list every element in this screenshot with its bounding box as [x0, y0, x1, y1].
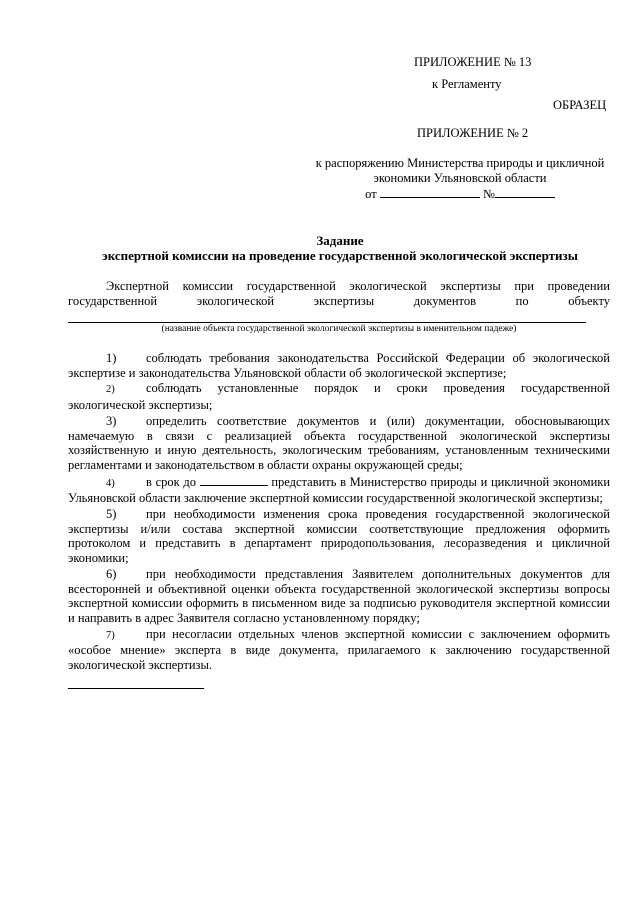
- item-text: соблюдать установленные порядок и сроки проведения государственной экологической экспертизы;: [68, 381, 610, 413]
- item-text: при необходимости представления Заявителем дополнительных документов для всесторонней и объективной оценки объекта государственной экологической экспертизы вопросы экспертной комиссии оформить в письменном виде за подписью руководителя экспертной комиссии и направить в адрес Заявителя согласно установленному порядку;: [68, 566, 610, 625]
- item-pre-text: в срок до: [146, 474, 196, 489]
- list-item: [68, 507, 610, 566]
- list-item: [68, 627, 610, 673]
- number-blank: [495, 186, 555, 198]
- list-item: [68, 474, 610, 506]
- to-regulation-label: к Регламенту: [432, 77, 502, 91]
- order-line-2: экономики Ульяновской области: [373, 171, 547, 185]
- list-item: [68, 414, 610, 473]
- number-label: №: [482, 187, 495, 201]
- item-text: соблюдать требования законодательства Российской Федерации об экологической экспертизе и законодательства Ульяновской области об экологической экспертизе;: [68, 351, 610, 380]
- document-title: [60, 233, 620, 263]
- task-list: [68, 351, 610, 674]
- from-label: от: [365, 187, 377, 201]
- item-number: 3): [106, 413, 117, 428]
- item-text: при несогласии отдельных членов экспертной комиссии с заключением оформить «особое мнение» эксперта в виде документа, прилагаемого к заключению государственной экологической экспертизы.: [68, 626, 610, 673]
- order-line-1: к распоряжению Министерства природы и цикличной: [315, 156, 605, 170]
- date-number-line: [290, 186, 630, 202]
- item-number: 4): [106, 477, 115, 489]
- footnote-separator: [68, 688, 204, 689]
- item-number: 7): [106, 629, 115, 641]
- list-item: [68, 381, 610, 412]
- order-reference: [290, 156, 630, 202]
- list-item: [68, 567, 610, 626]
- item-text: представить в Министерство природы и цикличной экономики Ульяновской области заключение экспертной комиссии государственной экологической экспертизы;: [68, 474, 611, 506]
- appendix-2-label: ПРИЛОЖЕНИЕ № 2: [417, 126, 529, 140]
- item-text: определить соответствие документов и (или) документации, обосновывающих намечаемую в связи с реализацией объекта государственной экологической экспертизы хозяйственную и иную деятельность, экологическим требованиям, установленным техническими регламентами и законодательством в области охраны окружающей среды;: [68, 413, 610, 472]
- intro-line-1: Экспертной комиссии государственной экологической экспертизы при проведении: [106, 279, 610, 293]
- intro-paragraph: [68, 279, 610, 309]
- item-number: 2): [106, 384, 115, 396]
- appendix-13-label: ПРИЛОЖЕНИЕ № 13: [414, 55, 532, 69]
- list-item: [68, 351, 610, 380]
- item-number: 6): [106, 566, 117, 581]
- intro-line-2: государственной экологической экспертизы документов по объекту: [68, 294, 610, 308]
- object-name-caption: (название объекта государственной экологической экспертизы в именительном падеже): [161, 324, 517, 334]
- item-number: 1): [106, 351, 117, 365]
- sample-label: ОБРАЗЕЦ: [553, 98, 607, 112]
- item-text: при необходимости изменения срока проведения государственной экологической экспертизы и/или состава экспертной комиссии соответствующие предложения оформить протоколом и представить в департамент природопользования, лесоразведения и цикличной экономики;: [68, 507, 610, 566]
- title-line-1: Задание: [316, 233, 364, 248]
- item-number: 5): [106, 507, 117, 522]
- title-line-2: экспертной комиссии на проведение государственной экологической экспертизы: [102, 248, 578, 263]
- deadline-blank: [200, 474, 268, 486]
- date-blank: [380, 186, 480, 198]
